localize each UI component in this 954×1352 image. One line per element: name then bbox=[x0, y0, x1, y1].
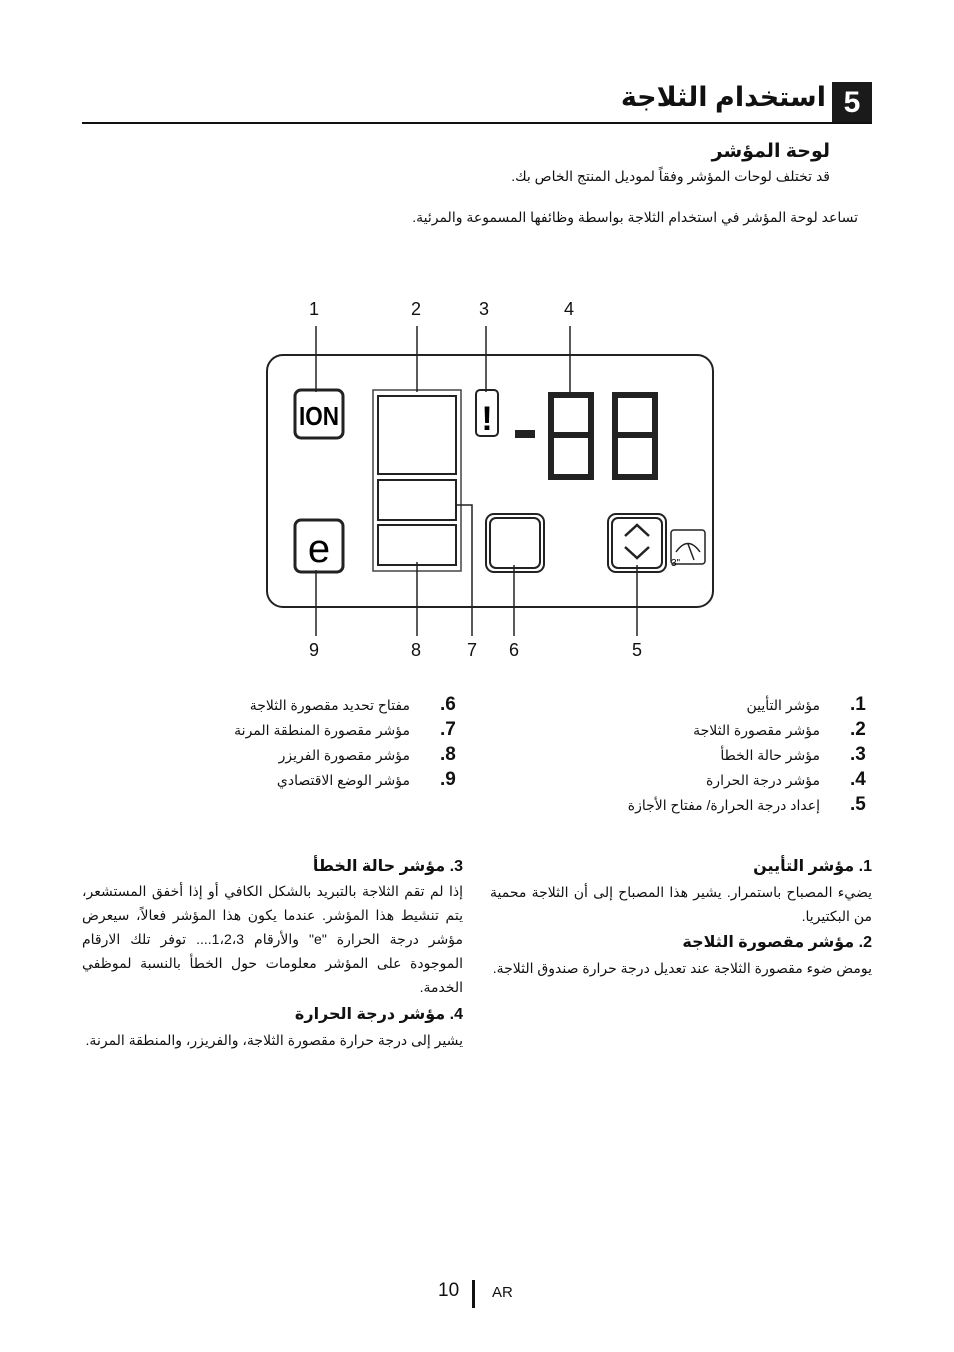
callout-1: 1 bbox=[308, 299, 320, 319]
intro-line-1: قد تختلف لوحات المؤشر وفقاً لموديل المنتج الخاص بك. bbox=[511, 168, 830, 184]
desc-4-title: 4. مؤشر درجة الحرارة bbox=[294, 1006, 463, 1023]
chevron-down-icon bbox=[625, 547, 649, 558]
eco-label: e bbox=[307, 527, 331, 571]
temperature-display bbox=[515, 392, 658, 480]
umbrella-small-label: 3" bbox=[671, 558, 681, 569]
legend-item-2 bbox=[693, 722, 820, 739]
desc-4-text: يشير إلى درجة حرارة مقصورة الثلاجة، والفريزر، والمنطقة المرنة. bbox=[85, 1032, 463, 1048]
legend-text: مؤشر الوضع الاقتصادي bbox=[276, 772, 410, 788]
compartment-indicators bbox=[373, 390, 461, 571]
language-code: AR bbox=[492, 1284, 513, 1301]
legend-text: إعداد درجة الحرارة/ مفتاح الأجازة bbox=[627, 797, 820, 813]
legend-item-9 bbox=[277, 772, 410, 789]
legend-num-1: .1 bbox=[850, 694, 866, 715]
legend-num-3: .3 bbox=[850, 744, 866, 765]
eco-mode-icon bbox=[295, 520, 343, 572]
callout-6: 6 bbox=[508, 640, 520, 660]
intro-line-2: تساعد لوحة المؤشر في استخدام الثلاجة بواسطة وظائفها المسموعة والمرئية. bbox=[412, 209, 858, 225]
desc-3-title: 3. مؤشر حالة الخطأ bbox=[312, 858, 463, 875]
legend-text: مؤشر حالة الخطأ bbox=[720, 747, 820, 763]
legend-text: مؤشر مقصورة المنطقة المرنة bbox=[234, 722, 410, 738]
temperature-set-button bbox=[608, 514, 666, 572]
legend-item-7 bbox=[234, 722, 410, 739]
desc-3-text: إذا لم تقم الثلاجة بالتبريد بالشكل الكافي أو إذا أخفق المستشعر، يتم تنشيط هذا المؤشر. عندما يكون هذا المؤشر فعالاً، سيعرض مؤشر درجة الحرارة "e" والأرقام 1،2،3.... توفر تلك الارقام الموجودة على المؤشر معلومات حول الخطأ بالنسبة لموظفي الخدمة. bbox=[82, 883, 463, 995]
desc-2-title: 2. مؤشر مقصورة الثلاجة bbox=[682, 934, 872, 951]
legend-num-9: .9 bbox=[440, 769, 456, 790]
legend-item-1 bbox=[747, 697, 821, 714]
legend-item-4 bbox=[706, 772, 820, 789]
legend-num-6: .6 bbox=[440, 694, 456, 715]
legend-text: مفتاح تحديد مقصورة الثلاجة bbox=[249, 697, 410, 713]
chevron-up-icon bbox=[625, 525, 649, 536]
section-title: لوحة المؤشر bbox=[711, 141, 830, 162]
chapter-number: 5 bbox=[832, 82, 872, 124]
legend-num-7: .7 bbox=[440, 719, 456, 740]
alert-icon bbox=[476, 390, 498, 438]
vacation-umbrella-icon bbox=[671, 530, 705, 569]
legend-item-8 bbox=[279, 747, 410, 764]
ion-label: ION bbox=[299, 401, 339, 431]
desc-2-text: يومض ضوء مقصورة الثلاجة عند تعديل درجة حرارة صندوق الثلاجة. bbox=[492, 960, 872, 976]
legend-item-6 bbox=[250, 697, 410, 714]
page-separator bbox=[472, 1280, 475, 1308]
legend-text: مؤشر درجة الحرارة bbox=[705, 772, 820, 788]
callout-7: 7 bbox=[466, 640, 478, 660]
callout-2: 2 bbox=[410, 299, 422, 319]
callout-4: 4 bbox=[563, 299, 575, 319]
legend-text: مؤشر التأيين bbox=[746, 697, 820, 713]
legend-num-8: .8 bbox=[440, 744, 456, 765]
chapter-title: استخدام الثلاجة bbox=[620, 82, 826, 112]
legend-text: مؤشر مقصورة الثلاجة bbox=[693, 722, 820, 738]
legend-item-3 bbox=[720, 747, 820, 764]
legend-num-5: .5 bbox=[850, 794, 866, 815]
legend-num-2: .2 bbox=[850, 719, 866, 740]
page-number: 10 bbox=[438, 1280, 460, 1301]
desc-1-title: 1. مؤشر التأيين bbox=[753, 858, 872, 875]
legend-item-5 bbox=[628, 797, 820, 814]
ion-icon bbox=[295, 390, 343, 438]
legend-num-4: .4 bbox=[850, 769, 866, 790]
legend-text: مؤشر مقصورة الفريزر bbox=[278, 747, 410, 763]
desc-1-text: يضيء المصباح باستمرار. يشير هذا المصباح إلى أن الثلاجة محمية من البكتيريا. bbox=[490, 884, 872, 924]
callout-8: 8 bbox=[410, 640, 422, 660]
alert-symbol: ! bbox=[481, 400, 493, 438]
callout-5: 5 bbox=[631, 640, 643, 660]
compartment-select-button bbox=[486, 514, 544, 572]
callout-9: 9 bbox=[308, 640, 320, 660]
callout-3: 3 bbox=[478, 299, 490, 319]
